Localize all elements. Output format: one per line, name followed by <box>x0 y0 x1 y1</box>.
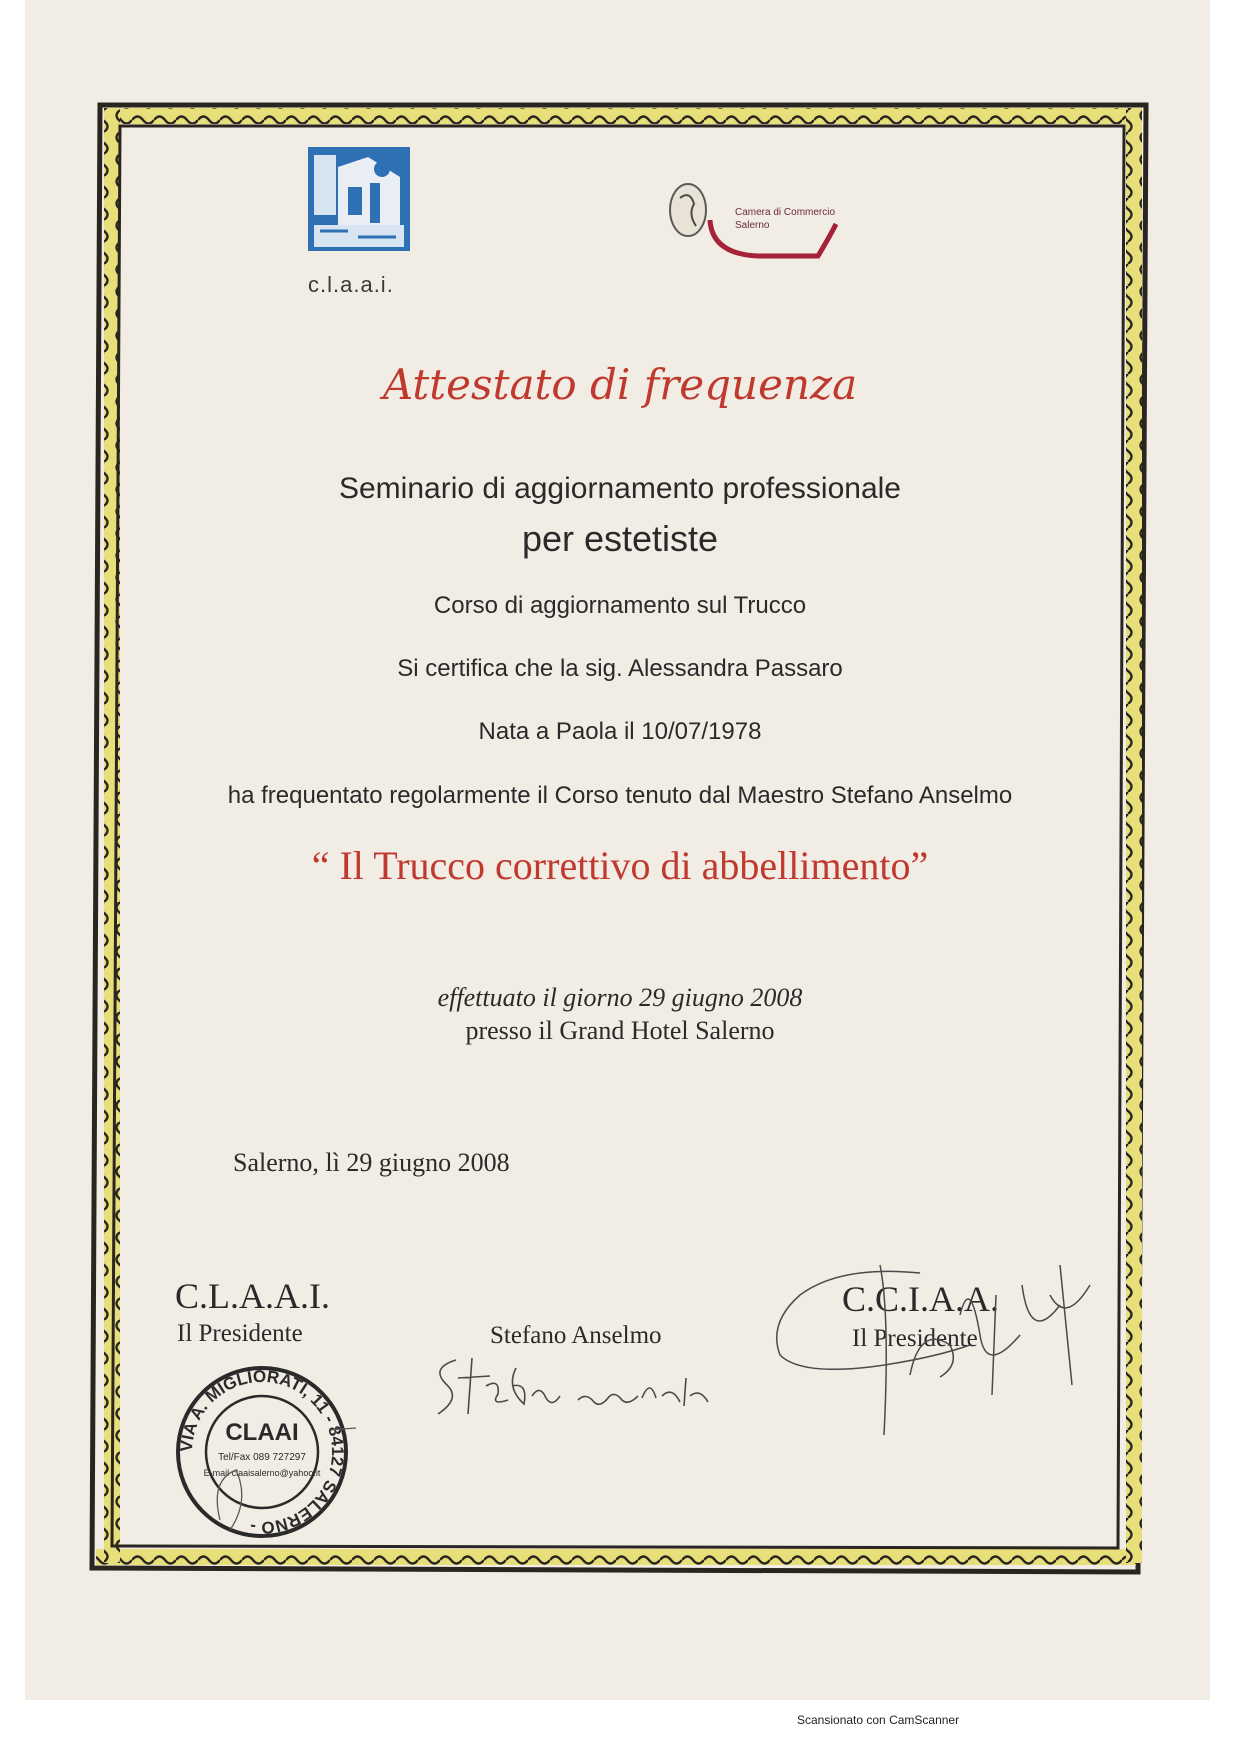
stamp-center-text: CLAAI <box>225 1419 299 1446</box>
course-title: “ Il Trucco correttivo di abbellimento” <box>311 843 929 888</box>
audience-heading: per estetiste <box>521 518 719 559</box>
right-signatory-role: Il Presidente <box>852 1325 978 1352</box>
claai-president-signature <box>180 1400 360 1540</box>
anselmo-signature <box>428 1348 738 1428</box>
held-at-line: presso il Grand Hotel Salerno <box>465 1016 775 1045</box>
attended-line: ha frequentato regolarmente il Corso tenuto dal Maestro Stefano Anselmo <box>227 782 1013 809</box>
right-signatory-org: C.C.I.A.A. <box>842 1279 1000 1319</box>
course-line: Corso di aggiornamento sul Trucco <box>433 592 807 619</box>
claai-logo-caption: c.l.a.a.i. <box>308 272 394 297</box>
ccia-president-signature <box>760 1255 1100 1455</box>
birth-line: Nata a Paola il 10/07/1978 <box>478 718 762 745</box>
chamber-of-commerce-label <box>735 206 835 232</box>
stamp-ring-text: VIA A. MIGLIORATI, 11 - 84127 SALERNO - <box>176 1366 348 1538</box>
held-on-line: effettuato il giorno 29 giugno 2008 <box>437 983 803 1012</box>
left-signatory-org: C.L.A.A.I. <box>175 1276 330 1316</box>
middle-signatory-name: Stefano Anselmo <box>490 1322 662 1349</box>
stamp-phone: Tel/Fax 089 727297 <box>218 1452 306 1463</box>
left-signatory-role: Il Presidente <box>177 1320 303 1347</box>
certifies-line: Si certifica che la sig. Alessandra Passaro <box>397 655 843 682</box>
place-date: Salerno, lì 29 giugno 2008 <box>233 1148 510 1177</box>
scanner-footer: Scansionato con CamScanner <box>797 1713 960 1727</box>
chamber-line-1: Camera di Commercio <box>735 207 836 218</box>
certificate-title: Attestato di frequenza <box>382 360 858 409</box>
seminar-heading: Seminario di aggiornamento professionale <box>338 472 901 505</box>
stamp-email: E-mail claaisalerno@yahoo.it <box>203 1468 321 1478</box>
chamber-line-2: Salerno <box>735 220 770 231</box>
claai-logo <box>308 147 410 251</box>
